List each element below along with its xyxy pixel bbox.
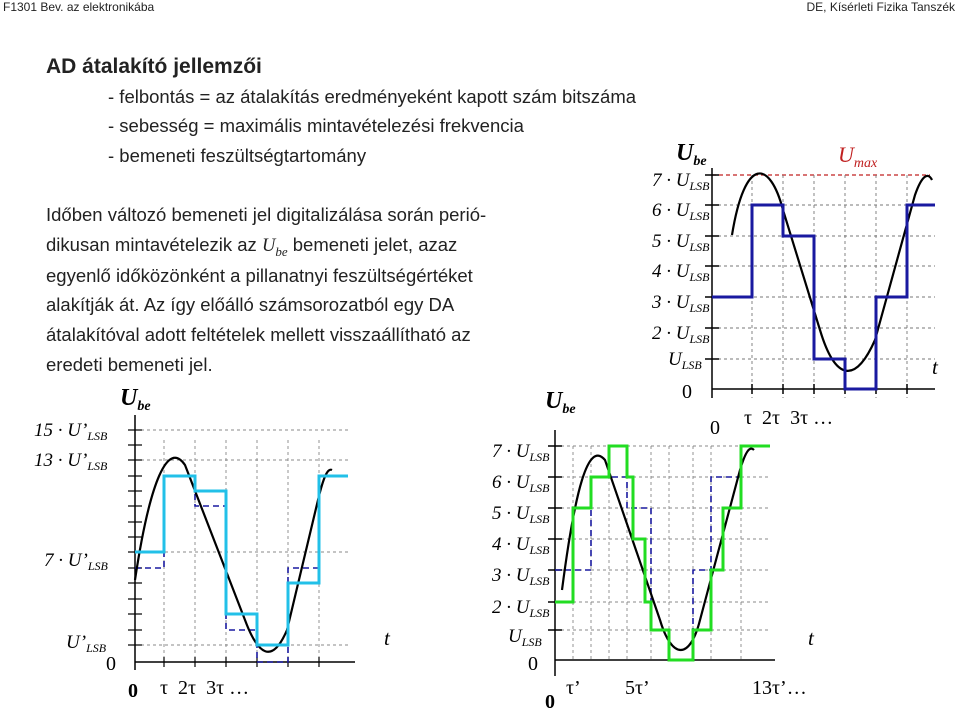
y-tick-label: $6 \cdot U_{LSB}$ <box>652 200 710 223</box>
paragraph-line: átalakítóval adott feltételek mellett visszaállítható az <box>46 324 471 345</box>
slide-title: AD átalakító jellemzői <box>46 55 262 78</box>
t-axis-label: t <box>808 626 814 650</box>
x-tick-labels: τ 2τ 3τ … <box>160 677 250 699</box>
umax-label: $U_{max}$ <box>838 142 878 171</box>
bullet-speed: - sebesség = maximális mintavételezési frekvencia <box>108 115 524 136</box>
y-tick-label: $13 \cdot U’_{LSB}$ <box>34 450 108 473</box>
zero-x-label: 0 <box>710 417 720 439</box>
y-tick-label: $4 \cdot U_{LSB}$ <box>652 261 710 284</box>
x-tick-label: τ’ <box>566 677 581 699</box>
zero-y-label: 0 <box>106 653 116 675</box>
paragraph-text: dikusan mintavételezik az <box>46 234 262 255</box>
quantized-staircase <box>135 476 348 645</box>
x-tick-label: 5τ’ <box>625 677 650 699</box>
paragraph-line: egyenlő időközönként a pillanatnyi feszültségértéket <box>46 265 473 286</box>
diagram-top-right <box>651 140 939 439</box>
y-tick-label: $5 \cdot U_{LSB}$ <box>492 503 550 526</box>
paragraph-line: alakítják át. Az így előálló számsorozatból egy DA <box>46 294 455 315</box>
zero-x-label: 0 <box>128 680 138 702</box>
y-tick-label: $4 \cdot U_{LSB}$ <box>492 534 550 557</box>
zero-y-label: 0 <box>528 653 538 675</box>
y-tick-label: $U’_{LSB}$ <box>66 632 107 655</box>
y-tick-label: $3 \cdot U_{LSB}$ <box>652 292 710 315</box>
input-signal-curve <box>732 173 932 370</box>
ube-subscript: be <box>275 244 288 259</box>
y-tick-label: $7 \cdot U_{LSB}$ <box>652 170 710 193</box>
y-tick-label: $6 \cdot U_{LSB}$ <box>492 472 550 495</box>
grid <box>712 175 935 398</box>
zero-x-label: 0 <box>545 691 555 711</box>
y-axis-label: $U_{be}$ <box>120 385 151 414</box>
y-axis-label: $U_{be}$ <box>676 140 707 169</box>
paragraph-line: eredeti bemeneti jel. <box>46 354 213 375</box>
header-right: DE, Kísérleti Fizika Tanszék <box>806 0 955 14</box>
y-axis-label: $U_{be}$ <box>545 388 576 417</box>
quantized-staircase <box>712 205 935 389</box>
zero-y-label: 0 <box>682 381 692 403</box>
y-tick-label: $7 \cdot U_{LSB}$ <box>492 441 550 464</box>
bullet-resolution: - felbontás = az átalakítás eredményeként kapott szám bitszáma <box>108 86 637 107</box>
paragraph-text: bemeneti jelet, azaz <box>287 234 458 255</box>
diagram-bottom-right <box>491 388 815 711</box>
y-tick-label: $7 \cdot U’_{LSB}$ <box>44 550 108 573</box>
y-tick-label: $2 \cdot U_{LSB}$ <box>652 323 710 346</box>
ube-symbol: U <box>261 236 276 256</box>
paragraph-line: Időben változó bemeneti jel digitalizálása során perió- <box>46 204 487 225</box>
x-tick-labels: τ 2τ 3τ … <box>744 407 834 429</box>
y-tick-label: $U_{LSB}$ <box>508 626 542 649</box>
y-tick-label: $5 \cdot U_{LSB}$ <box>652 231 710 254</box>
y-tick-label: $2 \cdot U_{LSB}$ <box>492 597 550 620</box>
diagram-bottom-left <box>34 385 391 702</box>
y-tick-label: $U_{LSB}$ <box>668 349 702 372</box>
bullet-input-range: - bemeneti feszültségtartomány <box>108 145 367 166</box>
header-left: F1301 Bev. az elektronikába <box>3 0 155 14</box>
t-axis-label: t <box>384 626 390 650</box>
x-tick-label: 13τ’… <box>752 677 807 699</box>
t-axis-label: t <box>932 355 938 379</box>
y-tick-label: $3 \cdot U_{LSB}$ <box>492 565 550 588</box>
y-tick-label: $15 \cdot U’_{LSB}$ <box>34 420 108 443</box>
